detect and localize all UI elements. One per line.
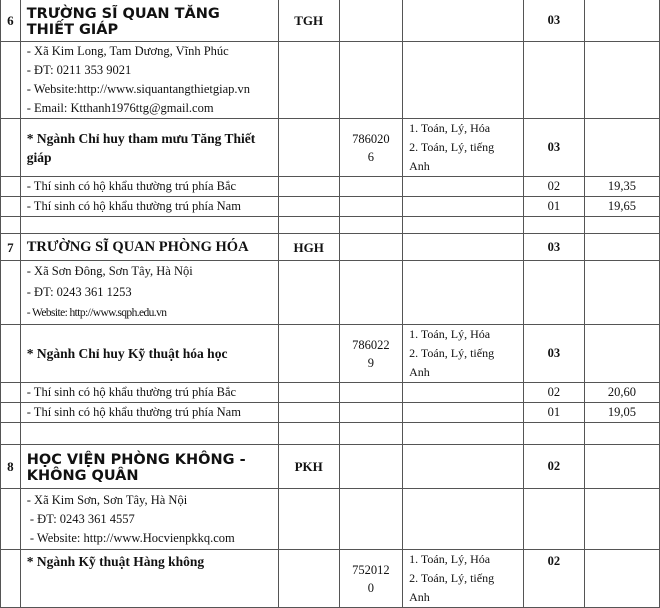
school-contact: [20, 42, 278, 119]
group-score: 20,60: [584, 383, 659, 403]
spacer-row: [1, 217, 660, 234]
major-name: * Ngành Kỹ thuật Hàng không: [20, 550, 278, 608]
major-row: [1, 119, 660, 177]
school-address: - Xã Sơn Đông, Sơn Tây, Hà Nội: [26, 264, 193, 278]
school-phone: - ĐT: 0243 361 4557: [26, 511, 135, 526]
school-header-row: [1, 0, 660, 42]
group-quota: 01: [524, 403, 585, 423]
major-row: [1, 550, 660, 608]
school-contact: [20, 489, 278, 550]
group-row: [1, 403, 660, 423]
empty-cell: [403, 0, 524, 42]
school-stt: 7: [1, 234, 21, 261]
empty-cell: [584, 0, 659, 42]
group-label: - Thí sinh có hộ khẩu thường trú phía Bắc: [20, 177, 278, 197]
major-quota: 02: [524, 550, 585, 608]
school-address: - Xã Kim Sơn, Sơn Tây, Hà Nội: [26, 492, 188, 507]
group-label: - Thí sinh có hộ khẩu thường trú phía Nam: [20, 197, 278, 217]
school-name: TRƯỜNG SĨ QUAN TĂNG THIẾT GIÁP: [20, 0, 278, 42]
school-website[interactable]: - Website: http://www.Hocvienpkkq.com: [26, 530, 235, 545]
empty-cell: [339, 0, 402, 42]
school-info-row: [1, 489, 660, 550]
spacer-row: [1, 423, 660, 445]
subject-combos: 1. Toán, Lý, Hóa 2. Toán, Lý, tiếng Anh: [403, 550, 524, 608]
group-score: 19,65: [584, 197, 659, 217]
group-score: 19,35: [584, 177, 659, 197]
major-name: * Ngành Chỉ huy Kỹ thuật hóa học: [20, 325, 278, 383]
subject-combos: 1. Toán, Lý, Hóa 2. Toán, Lý, tiếng Anh: [403, 325, 524, 383]
group-score: 19,05: [584, 403, 659, 423]
school-website[interactable]: - Website: http://www.sqph.edu.vn: [26, 307, 167, 319]
school-email[interactable]: - Email: Ktthanh1976ttg@gmail.com: [26, 101, 214, 115]
group-quota: 02: [524, 177, 585, 197]
school-info-row: [1, 261, 660, 325]
major-code: 752012 0: [339, 550, 402, 608]
major-quota: 03: [524, 325, 585, 383]
school-address: - Xã Kim Long, Tam Dương, Vĩnh Phúc: [26, 44, 229, 58]
group-quota: 02: [524, 383, 585, 403]
school-quota: 02: [524, 445, 585, 489]
major-code: 786022 9: [339, 325, 402, 383]
group-label: - Thí sinh có hộ khẩu thường trú phía Nam: [20, 403, 278, 423]
school-header-row: [1, 234, 660, 261]
subject-combos: 1. Toán, Lý, Hóa 2. Toán, Lý, tiếng Anh: [403, 119, 524, 177]
school-code: TGH: [278, 0, 339, 42]
group-row: [1, 177, 660, 197]
school-phone: - ĐT: 0211 353 9021: [26, 63, 132, 77]
group-quota: 01: [524, 197, 585, 217]
school-info-row: [1, 42, 660, 119]
school-quota: 03: [524, 234, 585, 261]
school-name: TRƯỜNG SĨ QUAN PHÒNG HÓA: [20, 234, 278, 261]
school-code: HGH: [278, 234, 339, 261]
school-header-row: [1, 445, 660, 489]
school-contact: [20, 261, 278, 325]
group-row: [1, 197, 660, 217]
school-quota: 03: [524, 0, 585, 42]
major-row: [1, 325, 660, 383]
major-code: 786020 6: [339, 119, 402, 177]
school-phone: - ĐT: 0243 361 1253: [26, 285, 132, 299]
school-website[interactable]: - Website:http://www.siquantangthietgiap.vn: [26, 82, 251, 96]
school-name: HỌC VIỆN PHÒNG KHÔNG - KHÔNG QUÂN: [20, 445, 278, 489]
major-name: * Ngành Chỉ huy tham mưu Tăng Thiết giáp: [20, 119, 278, 177]
school-stt: 8: [1, 445, 21, 489]
group-label: - Thí sinh có hộ khẩu thường trú phía Bắc: [20, 383, 278, 403]
school-code: PKH: [278, 445, 339, 489]
school-stt: 6: [1, 0, 21, 42]
group-row: [1, 383, 660, 403]
major-quota: 03: [524, 119, 585, 177]
